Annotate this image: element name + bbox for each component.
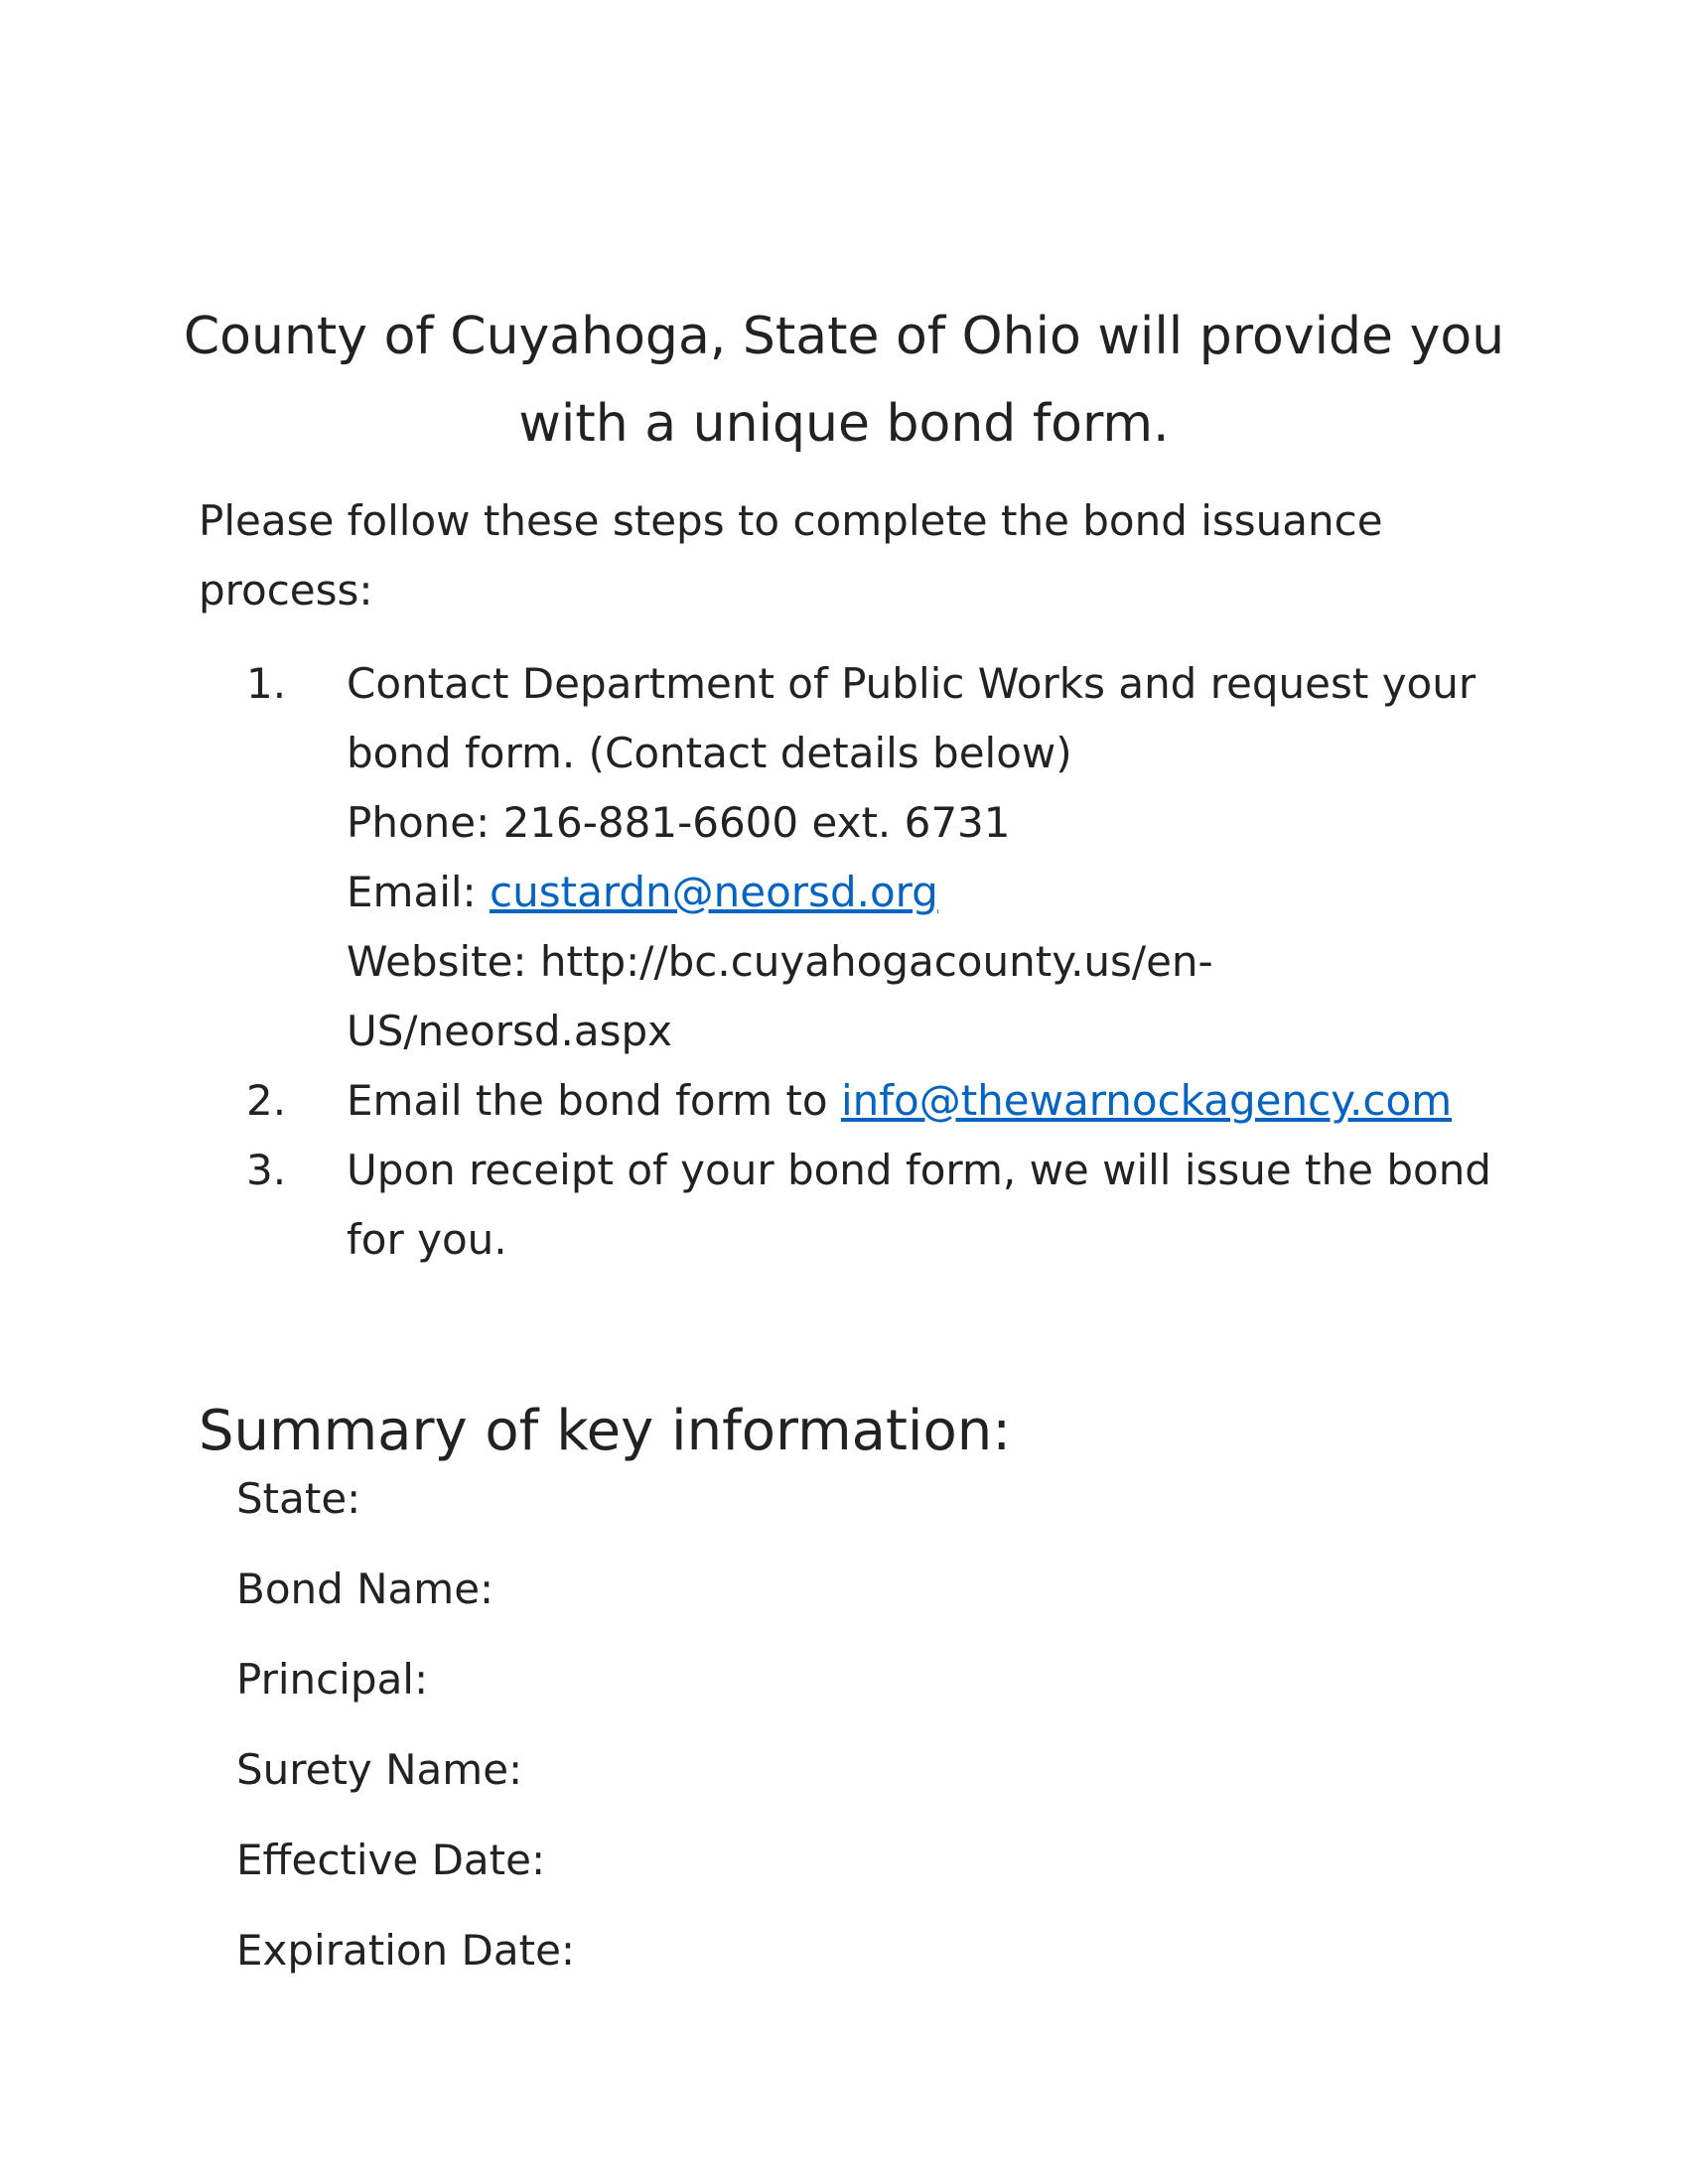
summary-heading: Summary of key information: bbox=[199, 1399, 1012, 1463]
step-3-line-1: Upon receipt of your bond form, we will issue the bond bbox=[347, 1146, 1491, 1194]
contact-email-row bbox=[347, 858, 1478, 927]
field-state: State: bbox=[236, 1474, 361, 1523]
page-title bbox=[159, 293, 1529, 468]
step-2-text: Email the bond form to bbox=[347, 1076, 841, 1125]
step-1-line-1: Contact Department of Public Works and request your bbox=[347, 659, 1477, 708]
contact-website-line-2: US/neorsd.aspx bbox=[347, 1007, 673, 1055]
field-surety-name: Surety Name: bbox=[236, 1745, 523, 1794]
contact-phone: Phone: 216-881-6600 ext. 6731 bbox=[347, 798, 1011, 847]
field-principal: Principal: bbox=[236, 1655, 429, 1704]
step-2-line bbox=[347, 1066, 1478, 1136]
step-1-body bbox=[347, 649, 1478, 1066]
step-2-number: 2. bbox=[246, 1076, 287, 1125]
agency-email-link[interactable]: info@thewarnockagency.com bbox=[840, 1076, 1453, 1125]
intro-line-2: process: bbox=[199, 566, 373, 614]
step-1-line-2: bond form. (Contact details below) bbox=[347, 729, 1072, 777]
contact-email-label: Email: bbox=[347, 868, 491, 916]
step-3-body bbox=[347, 1136, 1491, 1275]
intro-paragraph bbox=[199, 486, 1489, 625]
field-effective-date: Effective Date: bbox=[236, 1836, 546, 1884]
step-1-number: 1. bbox=[246, 659, 287, 708]
step-3-number: 3. bbox=[246, 1146, 287, 1194]
field-expiration-date: Expiration Date: bbox=[236, 1926, 576, 1975]
title-line-2: with a unique bond form. bbox=[518, 394, 1170, 454]
contact-email-link[interactable]: custardn@neorsd.org bbox=[490, 868, 938, 916]
contact-website-line-1: Website: http://bc.cuyahogacounty.us/en- bbox=[347, 937, 1213, 986]
step-3-line-2: for you. bbox=[347, 1215, 507, 1264]
field-bond-name: Bond Name: bbox=[236, 1565, 494, 1613]
step-2-body bbox=[347, 1066, 1478, 1136]
title-line-1: County of Cuyahoga, State of Ohio will provide you bbox=[183, 307, 1505, 366]
intro-line-1: Please follow these steps to complete the bond issuance bbox=[199, 496, 1383, 545]
